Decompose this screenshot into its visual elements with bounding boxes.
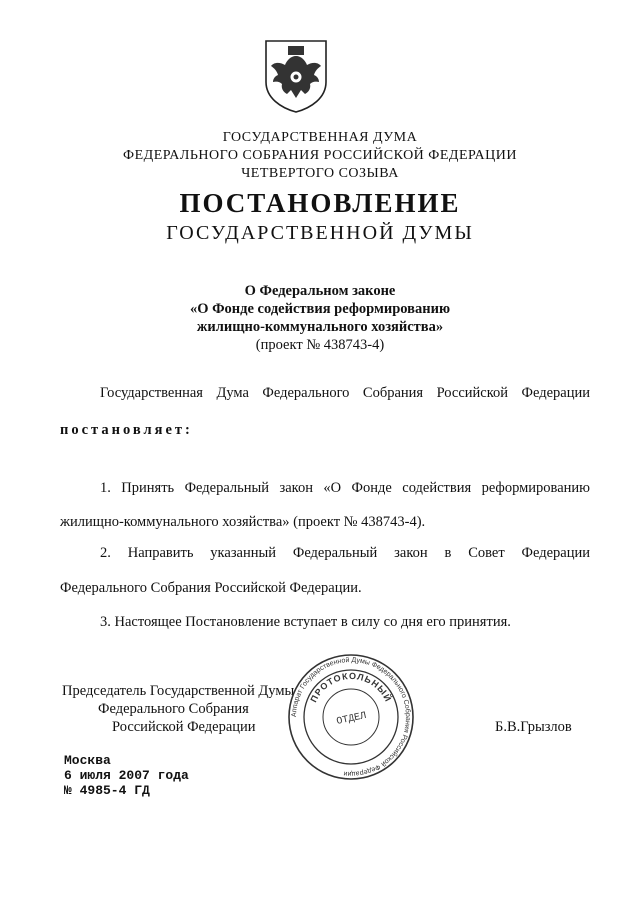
resolves-word: постановляет: bbox=[60, 422, 193, 438]
stamp-outer-text: Аппарат Государственной Думы Федерального Собрания Российской Федерации bbox=[290, 656, 412, 778]
footer-date: 6 июля 2007 года bbox=[64, 768, 189, 783]
signatory-name: Б.В.Грызлов bbox=[495, 719, 572, 735]
signature-title-line-3: Российской Федерации bbox=[112, 719, 256, 735]
item-2-line-1: 2. Направить указанный Федеральный закон в Совет Федерации bbox=[100, 545, 590, 561]
preamble-text: Государственная Дума Федерального Собрания Российской Федерации bbox=[100, 385, 590, 401]
header-line-3: ЧЕТВЕРТОГО СОЗЫВА bbox=[241, 166, 399, 181]
protocol-stamp-icon bbox=[286, 652, 416, 782]
header-line-2: ФЕДЕРАЛЬНОГО СОБРАНИЯ РОССИЙСКОЙ ФЕДЕРАЦИИ bbox=[123, 148, 517, 163]
subject-line-3: жилищно-коммунального хозяйства» bbox=[196, 319, 444, 335]
signature-title-line-1: Председатель Государственной Думы bbox=[62, 683, 295, 699]
item-2-line-2: Федерального Собрания Российской Федерации. bbox=[60, 580, 362, 596]
svg-text:ПРОТОКОЛЬНЫЙ bbox=[308, 671, 394, 704]
stamp-center-text: ОТДЕЛ bbox=[335, 710, 368, 728]
header-line-1: ГОСУДАРСТВЕННАЯ ДУМА bbox=[222, 130, 418, 145]
footer-number: № 4985-4 ГД bbox=[64, 783, 150, 798]
state-emblem-icon bbox=[263, 38, 329, 114]
subject-line-1: О Федеральном законе bbox=[244, 283, 396, 299]
footer-city: Москва bbox=[64, 753, 111, 768]
subject-line-2: «О Фонде содействия реформированию bbox=[189, 301, 451, 317]
signature-title-line-2: Федерального Собрания bbox=[98, 701, 249, 717]
stamp-inner-text: ПРОТОКОЛЬНЫЙ bbox=[308, 670, 394, 704]
item-1-line-1: 1. Принять Федеральный закон «О Фонде содействия реформированию bbox=[100, 480, 590, 496]
bill-number: (проект № 438743-4) bbox=[255, 337, 385, 353]
document-title: ПОСТАНОВЛЕНИЕ bbox=[179, 188, 461, 218]
item-1-line-2: жилищно-коммунального хозяйства» (проект № 438743-4). bbox=[60, 514, 426, 530]
item-3: 3. Настоящее Постановление вступает в силу со дня его принятия. bbox=[100, 614, 511, 630]
document-subtitle: ГОСУДАРСТВЕННОЙ ДУМЫ bbox=[166, 222, 474, 244]
